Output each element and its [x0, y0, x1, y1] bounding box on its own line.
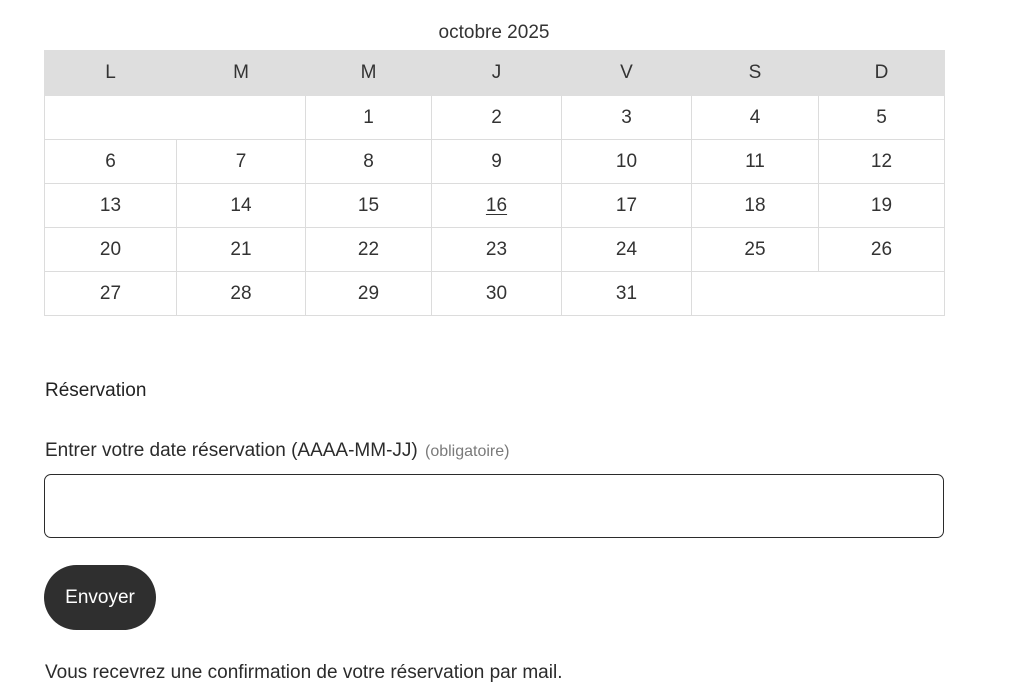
calendar-day: 17 — [562, 184, 692, 228]
submit-button[interactable]: Envoyer — [44, 565, 156, 630]
calendar-week-row — [45, 140, 945, 184]
calendar-day: 15 — [306, 184, 432, 228]
weekday-header-monday: L — [45, 51, 177, 96]
reservation-title: Réservation — [45, 380, 147, 401]
calendar-day: 4 — [692, 96, 819, 140]
date-field-label-text: Entrer votre date réservation (AAAA-MM-JJ) — [45, 440, 418, 461]
calendar-day: 7 — [177, 140, 306, 184]
calendar-day: 23 — [432, 228, 562, 272]
date-field-label — [45, 440, 509, 462]
reservation-date-input[interactable] — [44, 474, 944, 538]
weekday-header-thursday: J — [432, 51, 562, 96]
calendar-day: 6 — [45, 140, 177, 184]
calendar-table — [44, 50, 945, 316]
calendar-day: 19 — [819, 184, 945, 228]
calendar-day-empty — [45, 96, 306, 140]
calendar-day: 1 — [306, 96, 432, 140]
calendar-day: 29 — [306, 272, 432, 316]
calendar-day: 28 — [177, 272, 306, 316]
calendar-day: 12 — [819, 140, 945, 184]
calendar-day: 5 — [819, 96, 945, 140]
weekday-header-sunday: D — [819, 51, 945, 96]
calendar-day: 2 — [432, 96, 562, 140]
calendar-day: 10 — [562, 140, 692, 184]
confirmation-note: Vous recevrez une confirmation de votre réservation par mail. — [45, 662, 563, 683]
calendar-day: 24 — [562, 228, 692, 272]
calendar-day: 14 — [177, 184, 306, 228]
calendar-day: 3 — [562, 96, 692, 140]
required-indicator: (obligatoire) — [425, 443, 510, 460]
calendar-day: 27 — [45, 272, 177, 316]
weekday-header-friday: V — [562, 51, 692, 96]
calendar-header-row — [45, 51, 945, 96]
weekday-header-saturday: S — [692, 51, 819, 96]
calendar-day: 8 — [306, 140, 432, 184]
calendar-day: 25 — [692, 228, 819, 272]
weekday-header-tuesday: M — [177, 51, 306, 96]
calendar-day: 26 — [819, 228, 945, 272]
calendar-week-row — [45, 96, 945, 140]
calendar-week-row — [45, 272, 945, 316]
calendar-caption: octobre 2025 — [438, 22, 550, 43]
calendar-day: 30 — [432, 272, 562, 316]
calendar-day: 21 — [177, 228, 306, 272]
calendar-day: 31 — [562, 272, 692, 316]
calendar-day-empty — [692, 272, 945, 316]
calendar-day: 18 — [692, 184, 819, 228]
weekday-header-wednesday: M — [306, 51, 432, 96]
calendar-day: 9 — [432, 140, 562, 184]
calendar-day-today-label: 16 — [485, 194, 508, 216]
calendar-day: 13 — [45, 184, 177, 228]
calendar-day: 11 — [692, 140, 819, 184]
calendar-day: 20 — [45, 228, 177, 272]
calendar-day-today — [432, 184, 562, 228]
calendar-week-row — [45, 184, 945, 228]
calendar-day: 22 — [306, 228, 432, 272]
calendar-week-row — [45, 228, 945, 272]
